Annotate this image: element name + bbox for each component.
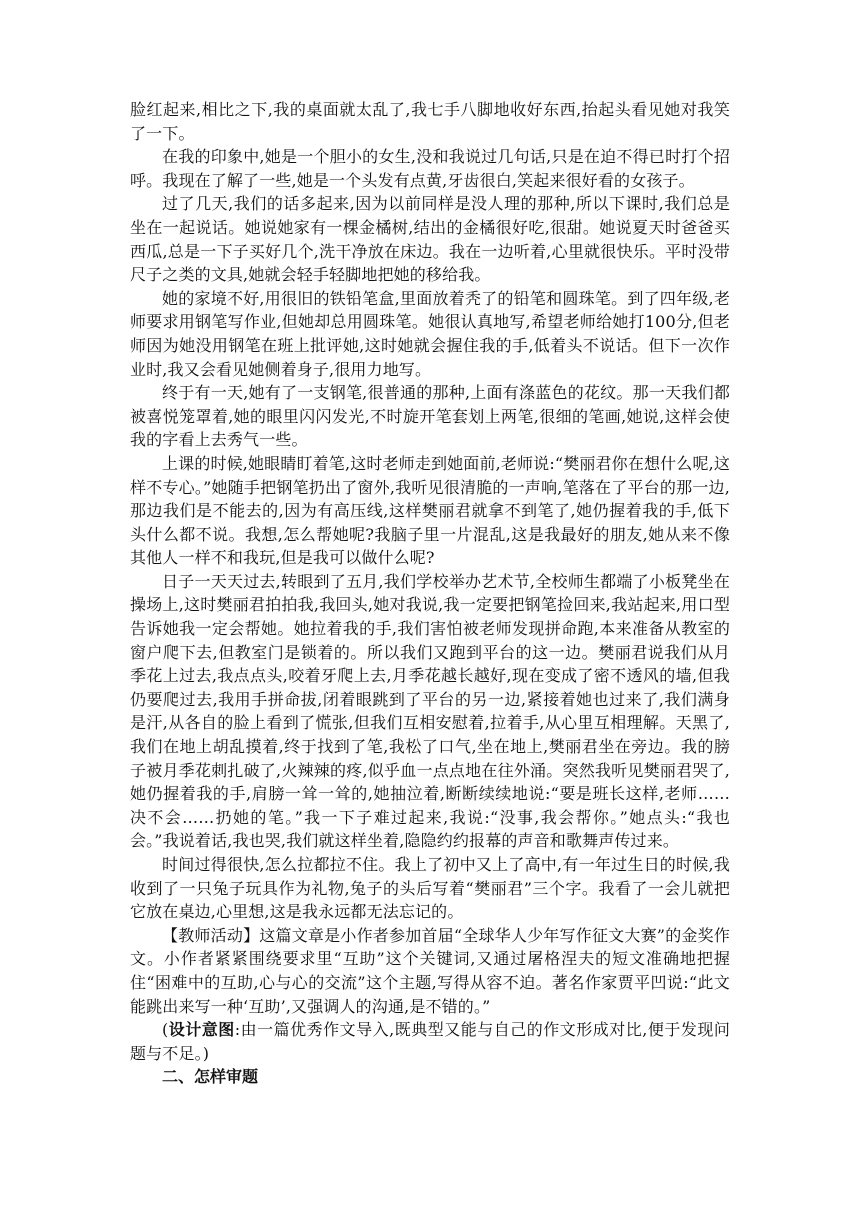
- design-intent-open: (: [162, 1020, 169, 1040]
- paragraph-7: 日子一天天过去,转眼到了五月,我们学校举办艺术节,全校师生都端了小板凳坐在操场上,这时樊丽君拍拍我,我回头,她对我说,我一定要把钢笔捡回来,我站起来,用口型告诉她我一定会帮她。她拉着我的手,我们害怕被老师发现拼命跑,本来准备从教室的窗户爬下去,但教室门是锁着的。所以我们又跑到平台的这一边。樊丽君说我们从月季花上过去,我点点头,咬着牙爬上去,月季花越长越好,现在变成了密不透风的墙,但我仍要爬过去,我用手拼命拔,闭着眼跳到了平台的另一边,紧接着她也过来了,我们满身是汗,从各自的脸上看到了慌张,但我们互相安慰着,拉着手,从心里互相理解。天黑了,我们在地上胡乱摸着,终于找到了笔,我松了口气,坐在地上,樊丽君坐在旁边。我的膀子被月季花刺扎破了,火辣辣的疼,似乎血一点点地在往外涌。突然我听见樊丽君哭了,她仍握着我的手,肩膀一耸一耸的,她抽泣着,断断续续地说:“要是班长这样,老师……决不会……扔她的笔。”我一下子难过起来,我说:“没事,我会帮你。”她点头:“我也会。”我说着话,我也哭,我们就这样坐着,隐隐约约报幕的声音和歌舞声传过来。: [130, 571, 730, 851]
- paragraph-6: 上课的时候,她眼睛盯着笔,这时老师走到她面前,老师说:“樊丽君你在想什么呢,这样不专心。”她随手把钢笔扔出了窗外,我听见很清脆的一声响,笔落在了平台的那一边,那边我们是不能去的,因为有高压线,这样樊丽君就拿不到笔了,她仍握着我的手,低下头什么都不说。我想,怎么帮她呢?我脑子里一片混乱,这是我最好的朋友,她从来不像其他人一样不和我玩,但是我可以做什么呢?: [130, 453, 730, 568]
- design-intent-body: :由一篇优秀作文导入,既典型又能与自己的作文形成对比,便于发现问题与不足。): [130, 1020, 730, 1063]
- paragraph-3: 过了几天,我们的话多起来,因为以前同样是没人理的那种,所以下课时,我们总是坐在一起说话。她说她家有一棵金橘树,结出的金橘很好吃,很甜。她说夏天时爸爸买西瓜,总是一下子买好几个,洗干净放在床边。我在一边听着,心里就很快乐。平时没带尺子之类的文具,她就会轻手轻脚地把她的移给我。: [130, 194, 730, 285]
- design-intent-label: 设计意图: [168, 1020, 235, 1040]
- design-intent-paragraph: [130, 1018, 730, 1065]
- teacher-activity-paragraph: 【教师活动】这篇文章是小作者参加首届“全球华人少年写作征文大赛”的金奖作文。小作者紧紧围绕要求里“互助”这个关键词,又通过屠格涅夫的短文准确地把握住“困难中的互助,心与心的交流”这个主题,写得从容不迫。著名作家贾平凹说:“此文能跳出来写一种‘互助’,又强调人的沟通,是不错的。”: [130, 925, 730, 1016]
- paragraph-5: 终于有一天,她有了一支钢笔,很普通的那种,上面有涤蓝色的花纹。那一天我们都被喜悦笼罩着,她的眼里闪闪发光,不时旋开笔套划上两笔,很细的笔画,她说,这样会使我的字看上去秀气一些。: [130, 383, 730, 450]
- paragraph-1: 脸红起来,相比之下,我的桌面就太乱了,我七手八脚地收好东西,抬起头看见她对我笑了一下。: [130, 100, 730, 143]
- section-heading: 二、怎样审题: [162, 1067, 259, 1087]
- document-page: [130, 98, 730, 1089]
- paragraph-2: 在我的印象中,她是一个胆小的女生,没和我说过几句话,只是在迫不得已时打个招呼。我现在了解了一些,她是一个头发有点黄,牙齿很白,笑起来很好看的女孩子。: [130, 147, 730, 190]
- paragraph-4: 她的家境不好,用很旧的铁铅笔盒,里面放着秃了的铅笔和圆珠笔。到了四年级,老师要求用钢笔写作业,但她却总用圆珠笔。她很认真地写,希望老师给她打100分,但老师因为她没用钢笔在班上批评她,这时她就会握住我的手,低着头不说话。但下一次作业时,我又会看见她侧着身子,很用力地写。: [130, 288, 730, 379]
- paragraph-8: 时间过得很快,怎么拉都拉不住。我上了初中又上了高中,有一年过生日的时候,我收到了一只兔子玩具作为礼物,兔子的头后写着“樊丽君”三个字。我看了一会儿就把它放在桌边,心里想,这是我永远都无法忘记的。: [130, 855, 730, 922]
